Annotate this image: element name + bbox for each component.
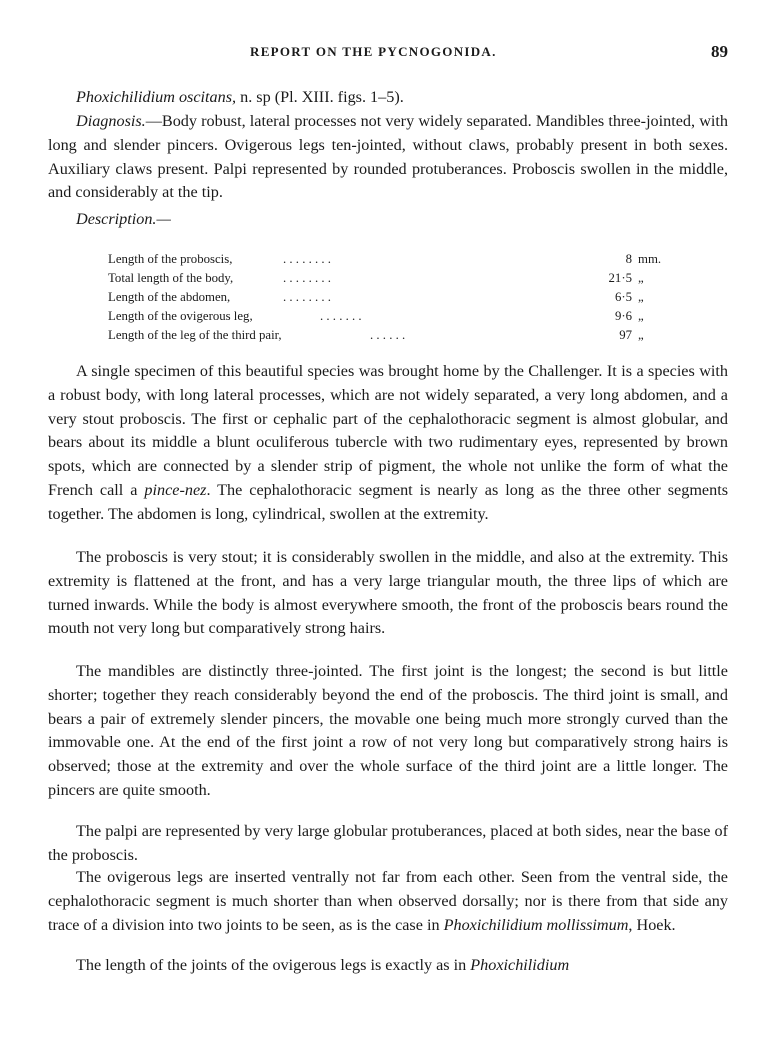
species-suffix: n. sp (Pl. XIII. figs. 1–5). <box>236 88 404 106</box>
measurement-label: Length of the proboscis, <box>108 252 233 266</box>
measurement-unit: mm. <box>638 252 662 266</box>
diagnosis-paragraph <box>48 110 728 205</box>
body-paragraph-6 <box>48 954 728 978</box>
measurement-label: Total length of the body, <box>108 271 234 285</box>
measurement-unit: „ <box>638 309 644 323</box>
leader-dots: . . . . . . . . <box>283 290 331 304</box>
measurement-row <box>108 269 688 288</box>
measurement-label: Length of the leg of the third pair, <box>108 328 282 342</box>
italic-species-name: Phoxichilidium mollissimum <box>443 915 629 934</box>
paragraph-text: . The cephalothoracic segment is nearly as long as the three other segments together. The abdomen is long, cylindrical, swollen at the extremity. <box>48 480 728 523</box>
measurement-row <box>108 307 688 326</box>
measurement-value: 9·6 <box>614 309 632 323</box>
italic-species-name: Phoxichilidium <box>470 956 570 974</box>
diagnosis-text: —Body robust, lateral processes not very widely separated. Mandibles three-jointed, with long and slender pincers. Ovigerous legs ten-jointed, without claws, probably present in both sexes. Auxiliary claws present. Palpi represented by rounded protuberances. Proboscis swollen in the middle, and considerably at the tip. <box>48 112 728 202</box>
measurement-value: 8 <box>625 252 632 266</box>
species-title <box>76 88 404 107</box>
measurement-label: Length of the ovigerous leg, <box>108 309 253 323</box>
italic-term: pince-nez <box>144 480 207 499</box>
body-paragraph-3: The mandibles are distinctly three-jointed. The first joint is the longest; the second is but little shorter; together they reach considerably beyond the end of the proboscis. The third joint is small, and bears a pair of extremely slender pincers, the movable one being much more strongly curved than the immovable one. At the end of the first joint a row of not very long but comparatively strong hairs is observed; those at the extremity and over the whole surface of the third joint are a little longer. The pincers are quite smooth. <box>48 662 728 799</box>
measurement-row <box>108 250 688 269</box>
measurement-unit: „ <box>638 290 644 304</box>
paragraph-text: , Hoek. <box>628 915 676 934</box>
body-paragraph-2: The proboscis is very stout; it is considerably swollen in the middle, and also at the extremity. This extremity is flattened at the front, and has a very large triangular mouth, the three lips of which are turned inwards. While the body is almost everywhere smooth, the front of the proboscis bears round the mouth not very long but comparatively strong hairs. <box>48 548 728 638</box>
measurement-value: 21·5 <box>608 271 632 285</box>
paragraph-text: The ovigerous legs are inserted ventrally not far from each other. Seen from the ventral side, the cephalothoracic segment is much shorter than when observed dorsally; nor is there from that side any trace of a division into two joints to be seen, as is the case in <box>48 868 728 934</box>
measurement-unit: „ <box>638 271 644 285</box>
body-paragraph-4: The palpi are represented by very large globular protuberances, placed at both sides, near the base of the proboscis. <box>48 822 728 864</box>
running-head: REPORT ON THE PYCNOGONIDA. <box>250 44 497 59</box>
paragraph-text: The length of the joints of the ovigerous legs is exactly as in <box>76 956 471 974</box>
measurements-table <box>108 250 688 345</box>
measurement-value: 97 <box>619 328 632 342</box>
leader-dots: . . . . . . . . <box>283 271 331 285</box>
body-paragraph-5 <box>48 866 728 937</box>
paragraph-text: A single specimen of this beautiful species was brought home by the Challenger. It is a species with a robust body, with long lateral processes, which are not widely separated, a very long abdomen, and a very stout proboscis. The first or cephalic part of the cephalothoracic segment is almost globular, and bears about its middle a blunt oculiferous tubercle with two rudimentary eyes, represented by brown spots, which are connected by a slender strip of pigment, the whole not unlike the form of what the French call a <box>48 362 728 499</box>
leader-dots: . . . . . . . . <box>283 252 331 266</box>
measurement-label: Length of the abdomen, <box>108 290 231 304</box>
body-paragraph-1 <box>48 360 728 527</box>
measurement-row <box>108 326 688 345</box>
measurement-unit: „ <box>638 328 644 342</box>
measurement-value: 6·5 <box>614 290 632 304</box>
species-name: Phoxichilidium oscitans, <box>76 88 237 106</box>
description-label: Description.— <box>76 210 171 228</box>
measurement-row <box>108 288 688 307</box>
diagnosis-label: Diagnosis. <box>76 112 146 130</box>
leader-dots: . . . . . . . <box>320 309 362 323</box>
leader-dots: . . . . . . <box>370 328 406 342</box>
page-number: 89 <box>711 42 728 61</box>
